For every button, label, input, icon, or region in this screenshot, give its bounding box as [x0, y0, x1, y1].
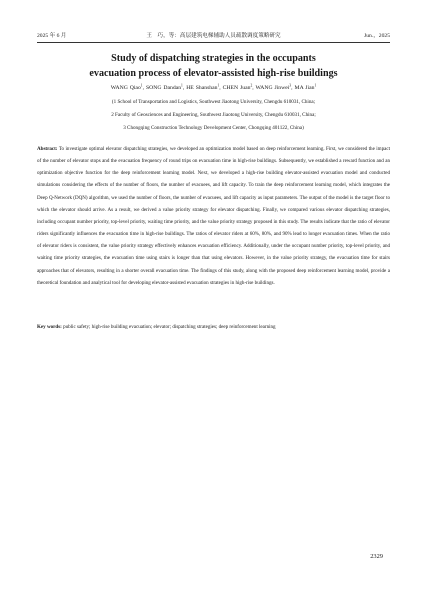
affiliation-3: 3 Chongqing Construction Technology Development Center, Chongqing 401122, China): [123, 125, 304, 131]
author: WANG Qiao$^1$: [110, 83, 143, 91]
running-header: [37, 31, 390, 41]
keywords-text: public safety; high-rise building evacuation; elevator; dispatching strategies; deep reinforcement learning: [63, 324, 276, 330]
author: WANG Jinwei$^3$: [255, 83, 292, 91]
paper-title: [37, 52, 390, 81]
title-line-2: evacuation process of elevator-assisted high-rise buildings: [89, 67, 338, 79]
keywords: [37, 323, 390, 331]
title-line-1: Study of dispatching strategies in the occupants: [111, 53, 316, 64]
author: SONG Dandan$^1$: [145, 83, 183, 91]
affiliation-1: (1 School of Transportation and Logistics, Southwest Jiaotong University, Chengdu 610031, China;: [111, 99, 316, 105]
author: MA Jian$^1$: [294, 83, 317, 91]
author: HE Shanshan$^1$: [186, 83, 220, 91]
abstract-text: To investigate optimal elevator dispatching strategies, we developed an optimization model based on deep reinforcement learning. First, we considered the impact of the number of elevator stops and the evacuation frequency of round trips on evacuation time in high-rise buildings. Subsequently, we established a reward function and an optimization objective function for the deep reinforcement learning model. Next, we developed a high-rise building elevator-assisted evacuation model and conducted simulations considering the effects of the number of floors, the number of evacuees, and lift capacity. To train the deep reinforcement learning model, which integrates the Deep Q-Network (DQN) algorithm, we used the number of floors, the number of evacuees, and lift capacity as input parameters. The output of the model is the target floor to which the elevator should arrive. As a result, we derived a value priority strategy for elevator dispatching. Finally, we compared various elevator dispatching strategies, including occupant number priority, top-level priority, waiting time priority, and the value priority strategy proposed in this study. The results indicate that the ratio of elevator riders significantly influences the evacuation time in high-rise buildings. The ratios of elevator riders at 60%, 80%, and 90% lead to longer evacuation times. When the ratio of elevator riders is consistent, the value priority strategy effectively enhances evacuation efficiency. Additionally, under the occupant number priority, top-level priority, and waiting time priority strategies, the evacuation time using stairs is longer than that using elevators. However, in the value priority strategy, the evacuation time for stairs approaches that of elevators, resulting in a shorter overall evacuation time. The findings of this study, along with the proposed deep reinforcement learning model, provide a theoretical foundation and analytical tool for developing elevator-assisted evacuation strategies in high-rise buildings.: [37, 146, 390, 286]
abstract-label: Abstract:: [37, 146, 58, 152]
keywords-label: Key words:: [37, 324, 62, 330]
author-list: WANG Qiao$^1$, SONG Dandan$^1$, HE Shanshan$^1$, CHEN Juan$^2$, WANG Jinwei$^3$, MA Jian$^1$: [110, 83, 317, 91]
header-rule: [37, 42, 390, 43]
affiliation-2: 2 Faculty of Geosciences and Engineering, Southwest Jiaotong University, Chengdu 610031, China;: [111, 112, 316, 118]
header-date: 2025 年 6 月: [37, 33, 67, 39]
author: CHEN Juan$^2$: [222, 83, 253, 91]
abstract: [37, 143, 390, 289]
header-issue: Jun.，2025: [364, 33, 390, 39]
page-number: 2329: [370, 553, 383, 560]
header-running-title: 王 巧，等：高层建筑电梯辅助人员疏散调度策略研究: [146, 33, 281, 39]
